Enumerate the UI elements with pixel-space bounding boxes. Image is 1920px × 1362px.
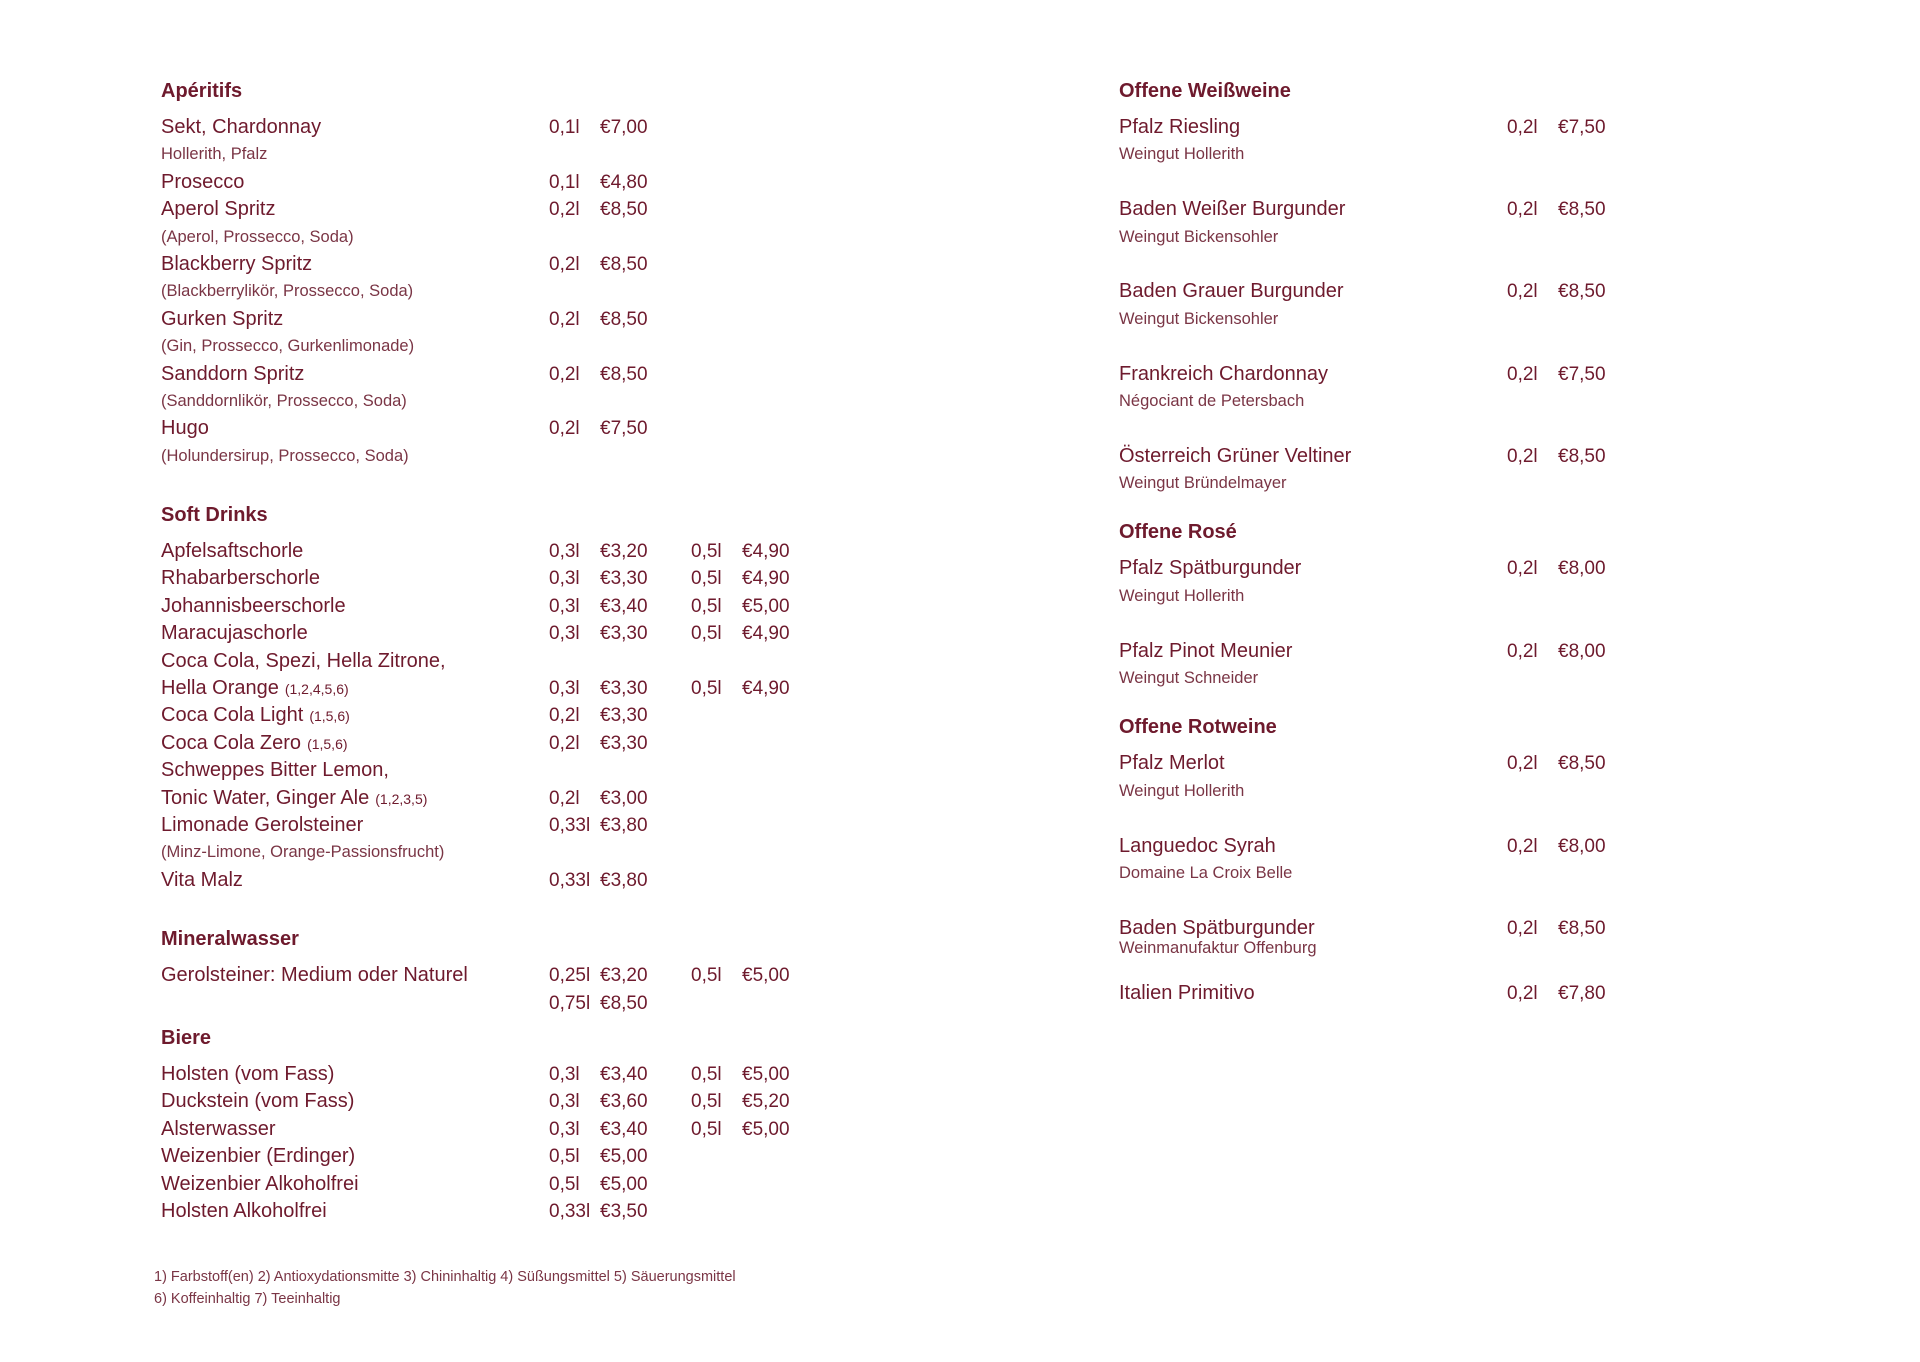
item-name [161, 361, 549, 388]
item-volume-large: 0,5l [691, 595, 722, 617]
wine-name: Baden Weißer Burgunder [1119, 198, 1346, 221]
item-name-text: Gerolsteiner: Medium oder Naturel [161, 964, 468, 987]
item-volume: 0,3l [549, 595, 580, 617]
wine-row [1119, 443, 1819, 470]
menu-item [161, 1143, 921, 1170]
item-name-text: Apfelsaftschorle [161, 540, 304, 563]
wine-volume: 0,2l [1507, 199, 1538, 221]
item-volume-large: 0,5l [691, 1118, 722, 1140]
menu-item [161, 196, 921, 223]
item-price-large: €5,00 [742, 1063, 790, 1085]
menu-section [1119, 78, 1819, 497]
item-volume-large: 0,5l [691, 541, 722, 563]
item-name-text: Maracujaschorle [161, 622, 308, 645]
item-volume-large: 0,5l [691, 678, 722, 700]
item-name [161, 812, 549, 839]
item-name-text: Vita Malz [161, 868, 243, 891]
item-volume: 0,3l [549, 623, 580, 645]
menu-item [161, 757, 921, 784]
item-name-text: Alsterwasser [161, 1117, 276, 1140]
item-price: €8,50 [600, 199, 648, 221]
wine-volume: 0,2l [1507, 753, 1538, 775]
menu-item [161, 306, 921, 333]
item-price: €3,50 [600, 1200, 648, 1222]
item-volume-large: 0,5l [691, 965, 722, 987]
item-name [161, 1198, 549, 1225]
item-name [161, 702, 549, 730]
winery: Négociant de Petersbach [1119, 391, 1305, 410]
menu-item [161, 620, 921, 647]
item-name [161, 1116, 549, 1143]
section-title: Offene Weißweine [1119, 80, 1291, 102]
item-name [161, 648, 549, 675]
item-name [161, 1061, 549, 1088]
item-volume-large: 0,5l [691, 568, 722, 590]
menu-section [161, 78, 921, 470]
item-volume: 0,3l [549, 541, 580, 563]
winery: Weingut Bickensohler [1119, 309, 1279, 328]
item-name-text: Coca Cola Light [161, 704, 304, 727]
wine-price: €7,50 [1558, 117, 1606, 138]
item-volume: 0,5l [549, 1173, 580, 1195]
menu-item [161, 785, 921, 812]
menu-section [161, 502, 921, 894]
section-title: Soft Drinks [161, 504, 268, 527]
winery: Weingut Hollerith [1119, 586, 1245, 605]
item-name-text: Duckstein (vom Fass) [161, 1090, 355, 1113]
menu-item [161, 169, 921, 196]
item-price: €5,00 [600, 1173, 648, 1195]
wine-price: €8,50 [1558, 753, 1606, 775]
wine-row [1119, 638, 1819, 665]
item-price: €8,50 [600, 363, 648, 385]
wine-row [1119, 980, 1819, 1007]
winery: Weingut Hollerith [1119, 145, 1245, 164]
wine-name: Pfalz Riesling [1119, 116, 1241, 138]
wine-price: €8,50 [1558, 917, 1606, 939]
item-volume: 0,3l [549, 1063, 580, 1085]
menu-item [161, 1088, 921, 1115]
item-name [161, 196, 549, 223]
item-name-text: Coca Cola, Spezi, Hella Zitrone, [161, 649, 446, 672]
wine-item [1119, 915, 1819, 958]
wine-price: €8,50 [1558, 199, 1606, 221]
item-name [161, 565, 549, 592]
item-name-text: Holsten (vom Fass) [161, 1062, 335, 1085]
wine-volume: 0,2l [1507, 281, 1538, 303]
wine-name: Österreich Grüner Veltiner [1119, 444, 1352, 467]
menu-item [161, 1171, 921, 1198]
winery: Domaine La Croix Belle [1119, 863, 1293, 882]
wine-name: Pfalz Spätburgunder [1119, 557, 1302, 580]
item-price-large: €4,90 [742, 568, 790, 590]
wine-price: €8,50 [1558, 445, 1606, 467]
item-volume: 0,2l [549, 199, 580, 221]
item-price: €3,30 [600, 568, 648, 590]
item-volume: 0,75l [549, 992, 591, 1014]
wine-name: Italien Primitivo [1119, 982, 1255, 1005]
wine-volume: 0,2l [1507, 445, 1538, 467]
footnote-line: 6) Koffeinhaltig 7) Teeinhaltig [154, 1291, 341, 1307]
item-name-text: Schweppes Bitter Lemon, [161, 759, 389, 782]
item-price: €3,30 [600, 732, 648, 754]
menu-item [161, 867, 921, 894]
wine-item [1119, 555, 1819, 610]
item-volume-large: 0,5l [691, 623, 722, 645]
item-volume: 0,33l [549, 814, 591, 836]
item-name [161, 538, 549, 565]
wine-volume: 0,2l [1507, 363, 1538, 385]
wine-name: Baden Grauer Burgunder [1119, 280, 1344, 303]
item-description: (Aperol, Prossecco, Soda) [161, 227, 354, 246]
wine-name: Frankreich Chardonnay [1119, 362, 1328, 385]
winery: Weingut Hollerith [1119, 781, 1245, 800]
wine-row [1119, 114, 1819, 141]
menu-item [161, 648, 921, 675]
wine-item [1119, 980, 1819, 1007]
menu-item [161, 990, 921, 1017]
item-name [161, 620, 549, 647]
item-price: €3,30 [600, 678, 648, 700]
item-name-text: Coca Cola Zero [161, 731, 302, 754]
wine-volume: 0,2l [1507, 917, 1538, 939]
menu-item [161, 730, 921, 757]
wine-price: €8,50 [1558, 281, 1606, 303]
wine-row [1119, 833, 1819, 860]
winery: Weingut Bickensohler [1119, 227, 1279, 246]
wine-item [1119, 278, 1819, 333]
item-volume-large: 0,5l [691, 1091, 722, 1113]
item-name [161, 962, 549, 989]
item-name-text: Weizenbier Alkoholfrei [161, 1172, 359, 1195]
item-name-text: Weizenbier (Erdinger) [161, 1145, 356, 1168]
item-name-text: Hugo [161, 417, 209, 440]
item-volume: 0,2l [549, 705, 580, 727]
item-volume: 0,3l [549, 1091, 580, 1113]
item-volume: 0,1l [549, 171, 580, 193]
item-name [161, 1088, 549, 1115]
allergen-note: (1,5,6) [309, 708, 350, 725]
item-price: €3,30 [600, 705, 648, 727]
section-title: Offene Rotweine [1119, 716, 1277, 739]
item-name-text: Aperol Spritz [161, 198, 276, 221]
item-name [161, 867, 549, 894]
item-description: (Gin, Prossecco, Gurkenlimonade) [161, 337, 415, 356]
wine-row [1119, 555, 1819, 582]
wine-volume: 0,2l [1507, 983, 1538, 1005]
item-volume: 0,33l [549, 869, 591, 891]
item-price: €8,50 [600, 308, 648, 330]
wine-item [1119, 361, 1819, 416]
section-title: Biere [161, 1026, 212, 1049]
item-name [161, 114, 549, 141]
wine-item [1119, 443, 1819, 498]
wine-name: Baden Spätburgunder [1119, 916, 1315, 939]
item-volume-large: 0,5l [691, 1063, 722, 1085]
item-volume: 0,3l [549, 1118, 580, 1140]
item-price: €5,00 [600, 1146, 648, 1168]
item-name-text: Gurken Spritz [161, 307, 284, 330]
wine-row [1119, 278, 1819, 305]
menu-item [161, 1116, 921, 1143]
item-name [161, 593, 549, 620]
item-price: €7,00 [600, 117, 648, 138]
allergen-note: (1,2,3,5) [375, 790, 428, 807]
menu-item [161, 565, 921, 592]
menu-section [1119, 714, 1819, 1007]
item-price: €7,50 [600, 418, 648, 440]
section-title: Offene Rosé [1119, 521, 1237, 544]
item-name [161, 1171, 549, 1198]
item-price: €4,80 [600, 171, 648, 193]
item-volume: 0,2l [549, 363, 580, 385]
item-volume: 0,2l [549, 253, 580, 275]
item-price: €3,20 [600, 541, 648, 563]
menu-item [161, 251, 921, 278]
item-name [161, 730, 549, 758]
item-price: €3,00 [600, 787, 648, 809]
item-name [161, 251, 549, 278]
item-name-text: Sekt, Chardonnay [161, 116, 322, 138]
item-price: €3,60 [600, 1091, 648, 1113]
menu-item [161, 812, 921, 839]
allergen-note: (1,2,4,5,6) [284, 681, 349, 698]
item-description: Hollerith, Pfalz [161, 145, 268, 164]
menu-item [161, 538, 921, 565]
menu-item [161, 702, 921, 729]
item-price-large: €4,90 [742, 678, 790, 700]
item-volume: 0,33l [549, 1200, 591, 1222]
wine-item [1119, 196, 1819, 251]
item-price-large: €4,90 [742, 623, 790, 645]
item-name-text: Limonade Gerolsteiner [161, 813, 364, 836]
item-name-text: Hella Orange [161, 677, 279, 700]
item-name [161, 675, 549, 703]
item-price: €3,40 [600, 1063, 648, 1085]
left-column [161, 78, 921, 1257]
menu-section [161, 1025, 921, 1225]
item-volume: 0,3l [549, 568, 580, 590]
menu-item [161, 675, 921, 702]
wine-price: €7,80 [1558, 983, 1606, 1005]
allergen-note: (1,5,6) [307, 735, 348, 752]
wine-name: Pfalz Pinot Meunier [1119, 639, 1293, 662]
item-price-large: €4,90 [742, 541, 790, 563]
wine-row [1119, 361, 1819, 388]
wine-volume: 0,2l [1507, 835, 1538, 857]
item-volume: 0,2l [549, 418, 580, 440]
item-name-text: Holsten Alkoholfrei [161, 1199, 327, 1222]
item-name-text: Johannisbeerschorle [161, 594, 346, 617]
item-name [161, 415, 549, 442]
wine-price: €7,50 [1558, 363, 1606, 385]
item-price: €3,30 [600, 623, 648, 645]
menu-section [1119, 519, 1819, 692]
item-price: €3,40 [600, 595, 648, 617]
item-description: (Minz-Limone, Orange-Passionsfrucht) [161, 843, 445, 862]
item-name-text: Blackberry Spritz [161, 252, 313, 275]
footnotes [154, 1266, 736, 1310]
item-name [161, 1143, 549, 1170]
item-description: (Holundersirup, Prossecco, Soda) [161, 446, 409, 465]
wine-item [1119, 114, 1819, 169]
menu-item [161, 114, 921, 141]
wine-name: Languedoc Syrah [1119, 834, 1276, 857]
item-volume: 0,25l [549, 965, 591, 987]
right-column [1119, 78, 1819, 1030]
item-name-text: Rhabarberschorle [161, 567, 320, 590]
wine-price: €8,00 [1558, 640, 1606, 662]
item-description: (Blackberrylikör, Prossecco, Soda) [161, 282, 414, 301]
item-price-large: €5,20 [742, 1091, 790, 1113]
wine-volume: 0,2l [1507, 558, 1538, 580]
item-volume: 0,1l [549, 117, 580, 138]
footnote-line: 1) Farbstoff(en) 2) Antioxydationsmitte 3) Chininhaltig 4) Süßungsmittel 5) Säuerungsmittel [154, 1269, 736, 1285]
wine-row [1119, 750, 1819, 777]
item-price: €8,50 [600, 253, 648, 275]
item-price: €3,40 [600, 1118, 648, 1140]
item-price-large: €5,00 [742, 1118, 790, 1140]
winery: Weinmanufaktur Offenburg [1119, 939, 1317, 958]
wine-row [1119, 196, 1819, 223]
menu-item [161, 593, 921, 620]
item-price: €8,50 [600, 992, 648, 1014]
item-name [161, 757, 549, 784]
menu-section [161, 926, 921, 1017]
menu-item [161, 962, 921, 989]
item-name [161, 785, 549, 813]
item-volume: 0,2l [549, 787, 580, 809]
item-name-text: Tonic Water, Ginger Ale [161, 786, 370, 809]
wine-volume: 0,2l [1507, 117, 1538, 138]
item-volume: 0,2l [549, 308, 580, 330]
wine-item [1119, 833, 1819, 888]
item-price-large: €5,00 [742, 965, 790, 987]
item-volume: 0,3l [549, 678, 580, 700]
item-volume: 0,2l [549, 732, 580, 754]
item-volume: 0,5l [549, 1146, 580, 1168]
menu-item [161, 1061, 921, 1088]
item-name [161, 306, 549, 333]
item-price: €3,80 [600, 814, 648, 836]
menu-item [161, 361, 921, 388]
item-price-large: €5,00 [742, 595, 790, 617]
section-title: Apéritifs [161, 80, 243, 102]
wine-item [1119, 750, 1819, 805]
wine-price: €8,00 [1558, 835, 1606, 857]
section-title: Mineralwasser [161, 928, 299, 951]
winery: Weingut Schneider [1119, 669, 1259, 688]
wine-name: Pfalz Merlot [1119, 752, 1225, 775]
wine-item [1119, 638, 1819, 693]
wine-volume: 0,2l [1507, 640, 1538, 662]
menu-item [161, 415, 921, 442]
item-name [161, 169, 549, 196]
item-price: €3,80 [600, 869, 648, 891]
item-name-text: Prosecco [161, 170, 245, 193]
wine-price: €8,00 [1558, 558, 1606, 580]
item-name-text: Sanddorn Spritz [161, 362, 305, 385]
item-price: €3,20 [600, 965, 648, 987]
winery: Weingut Bründelmayer [1119, 474, 1287, 493]
item-description: (Sanddornlikör, Prossecco, Soda) [161, 391, 407, 410]
menu-item [161, 1198, 921, 1225]
